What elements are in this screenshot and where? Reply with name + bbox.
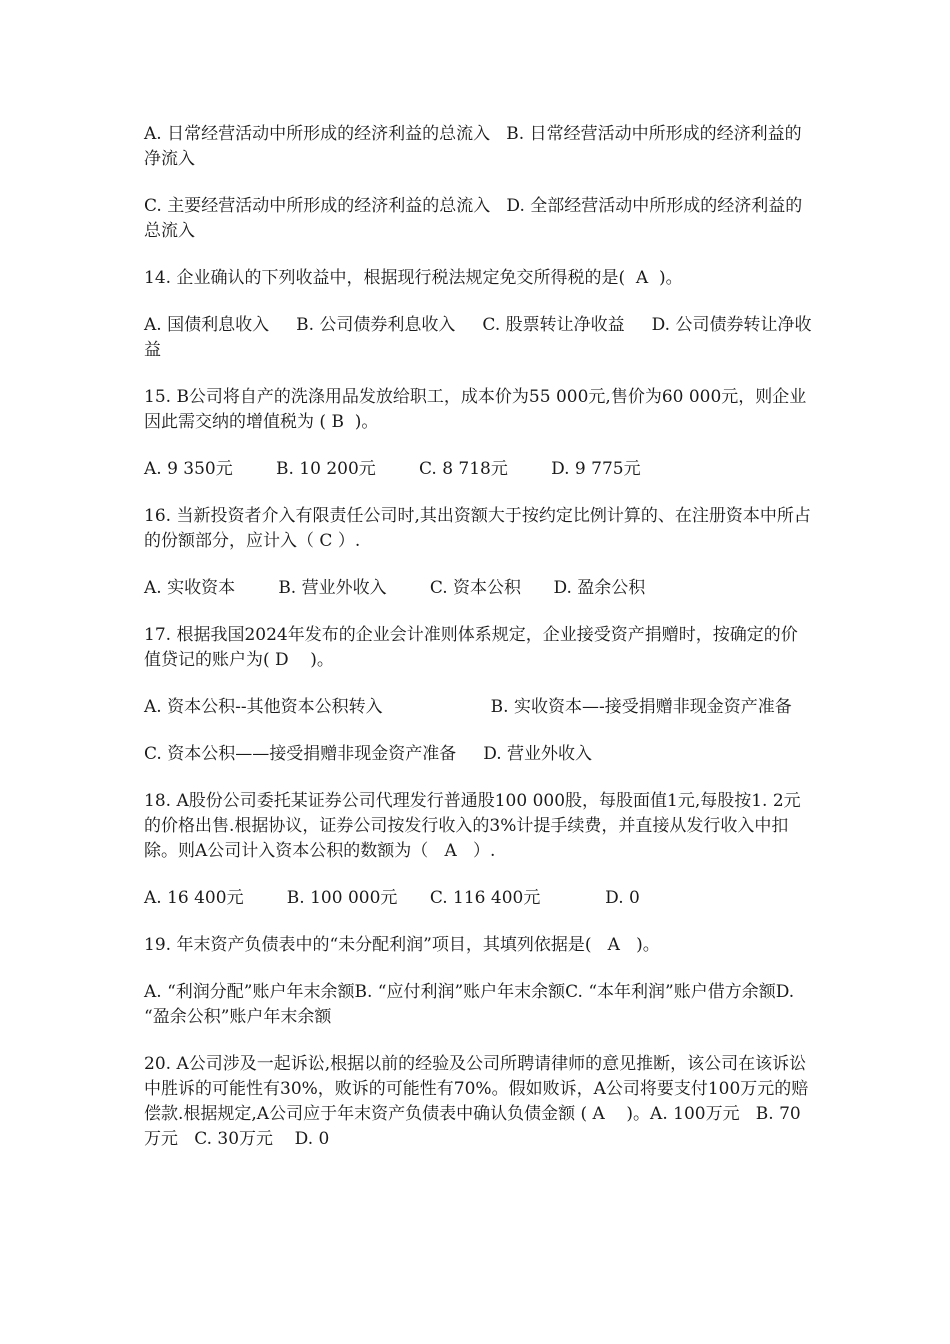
question-19: 19. 年末资产负债表中的“未分配利润”项目，其填列依据是( A )。 xyxy=(144,935,660,955)
options-17cd: C. 资本公积——接受捐赠非现金资产准备 D. 营业外收入 xyxy=(144,744,593,764)
question-16: 16. 当新投资者介入有限责任公司时,其出资额大于按约定比例计算的、在注册资本中所占的份额部分，应计入（ C ）. xyxy=(144,506,811,551)
option-line-13ab: A. 日常经营活动中所形成的经济利益的总流入 B. 日常经营活动中所形成的经济利益的净流入 xyxy=(144,124,802,169)
question-18: 18. A股份公司委托某证券公司代理发行普通股100 000股，每股面值1元,每股按1. 2元的价格出售.根据协议，证券公司按发行收入的3%计提手续费，并直接从发行收入中扣除。则A公司计入资本公积的数额为（ A ）. xyxy=(144,791,801,861)
question-17: 17. 根据我国2024年发布的企业会计准则体系规定，企业接受资产捐赠时，按确定的价值贷记的账户为( D )。 xyxy=(144,625,798,670)
question-15: 15. B公司将自产的洗涤用品发放给职工，成本价为55 000元,售价为60 000元，则企业因此需交纳的增值税为 ( B )。 xyxy=(144,387,807,432)
options-17ab: A. 资本公积--其他资本公积转入 B. 实收资本—-接受捐赠非现金资产准备 xyxy=(144,697,792,717)
question-20: 20. A公司涉及一起诉讼,根据以前的经验及公司所聘请律师的意见推断，该公司在该诉讼中胜诉的可能性有30%，败诉的可能性有70%。假如败诉，A公司将要支付100万元的赔偿款.根据规定,A公司应于年末资产负债表中确认负债金额 ( A )。A. 100万元 B. 70万元 C. 30万元 D. 0 xyxy=(144,1054,809,1149)
option-line-13cd: C. 主要经营活动中所形成的经济利益的总流入 D. 全部经营活动中所形成的经济利益的总流入 xyxy=(144,196,803,241)
options-19: A. “利润分配”账户年末余额B. “应付利润”账户年末余额C. “本年利润”账户借方余额D. “盈余公积”账户年末余额 xyxy=(144,982,800,1027)
document-body xyxy=(144,122,812,1174)
question-14: 14. 企业确认的下列收益中，根据现行税法规定免交所得税的是( A )。 xyxy=(144,268,683,288)
options-15: A. 9 350元 B. 10 200元 C. 8 718元 D. 9 775元 xyxy=(144,459,641,479)
options-18: A. 16 400元 B. 100 000元 C. 116 400元 D. 0 xyxy=(144,888,640,908)
options-16: A. 实收资本 B. 营业外收入 C. 资本公积 D. 盈余公积 xyxy=(144,578,646,598)
options-14: A. 国债利息收入 B. 公司债券利息收入 C. 股票转让净收益 D. 公司债券转让净收益 xyxy=(144,315,812,360)
